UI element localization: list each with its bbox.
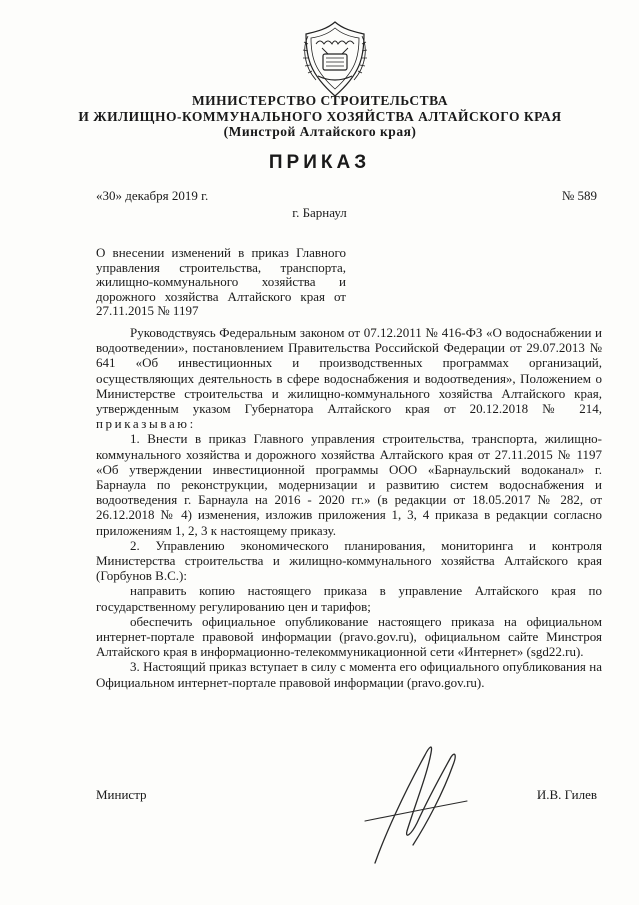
header-line-1: МИНИСТЕРСТВО СТРОИТЕЛЬСТВА [191, 93, 449, 108]
signatory-name: И.В. Гилев [536, 787, 597, 802]
paragraph-2a: направить копию настоящего приказа в управление Алтайского края по государственному регулированию цен и тарифов; [96, 583, 602, 614]
ministry-header [60, 93, 580, 140]
paragraph-2: 2. Управлению экономического планирования, мониторинга и контроля Министерства строительства и жилищно-коммунального хозяйства Алтайского края (Горбунов В.С.): [96, 537, 602, 584]
coat-of-arms-emblem [296, 18, 374, 102]
signatory-position: Министр [96, 787, 147, 802]
document-subject: О внесении изменений в приказ Главного управления строительства, транспорта, жилищно-коммунального хозяйства и дорожного хозяйства Алтайского края от 27.11.2015 № 1197 [96, 245, 346, 318]
paragraph-1: 1. Внести в приказ Главного управления строительства, транспорта, жилищно-коммунального хозяйства и дорожного хозяйства Алтайского края от 27.11.2015 № 1197 «Об утверждении инвестиционной программы ООО «Барнаульский водоканал» г. Барнаула по реконструкции, модернизации и развитию систем водоснабжения и водоотведения г. Барнаула на 2016 - 2020 гг.» (в редакции от 18.05.2017 № 282, от 26.12.2018 № 4) изменения, изложив приложения 1, 3, 4 приказа в редакции согласно приложениям 1, 2, 3 к настоящему приказу. [96, 431, 602, 538]
document-title: ПРИКАЗ [268, 152, 371, 173]
paragraph-3: 3. Настоящий приказ вступает в силу с момента его официального опубликования на Официальном интернет-портале правовой информации (pravo.gov.ru). [96, 659, 602, 690]
document-body [96, 325, 602, 690]
header-line-2: И ЖИЛИЩНО-КОММУНАЛЬНОГО ХОЗЯЙСТВА АЛТАЙСКОГО КРАЯ [78, 108, 562, 124]
header-line-3: (Минстрой Алтайского края) [223, 124, 417, 139]
paragraph-2b: обеспечить официальное опубликование настоящего приказа на официальном интернет-портале правовой информации (pravo.gov.ru), официальном сайте Минстроя Алтайского края в информационно-телекоммуникационной сети «Интернет» (sgd22.ru). [96, 613, 602, 660]
order-word: приказываю [96, 416, 190, 432]
document-number: № 589 [561, 188, 597, 203]
document-city: г. Барнаул [292, 205, 347, 220]
document-date: «30» декабря 2019 г. [96, 188, 209, 203]
preamble-text: Руководствуясь Федеральным законом от 07.12.2011 № 416-ФЗ «О водоснабжении и водоотведении», постановлением Правительства Российской Федерации от 29.07.2013 № 641 «Об инвестиционных и производственных программах организаций, осуществляющих деятельность в сфере водоснабжения и водоотведения», Положением о Министерстве строительства и жилищно-коммунального хозяйства Алтайского края, утвержденным указом Губернатора Алтайского края от 20.12.2018 № 214, [96, 325, 602, 417]
handwritten-signature [355, 735, 475, 870]
preamble-paragraph: Руководствуясь Федеральным законом от 07.12.2011 № 416-ФЗ «О водоснабжении и водоотведении», постановлением Правительства Российской Федерации от 29.07.2013 № 641 «Об инвестиционных и производственных программах организаций, осуществляющих деятельность в сфере водоснабжения и водоотведения», Положением о Министерстве строительства и жилищно-коммунального хозяйства Алтайского края, утвержденным указом Губернатора Алтайского края от 20.12.2018 № 214, приказываю: [96, 325, 602, 432]
